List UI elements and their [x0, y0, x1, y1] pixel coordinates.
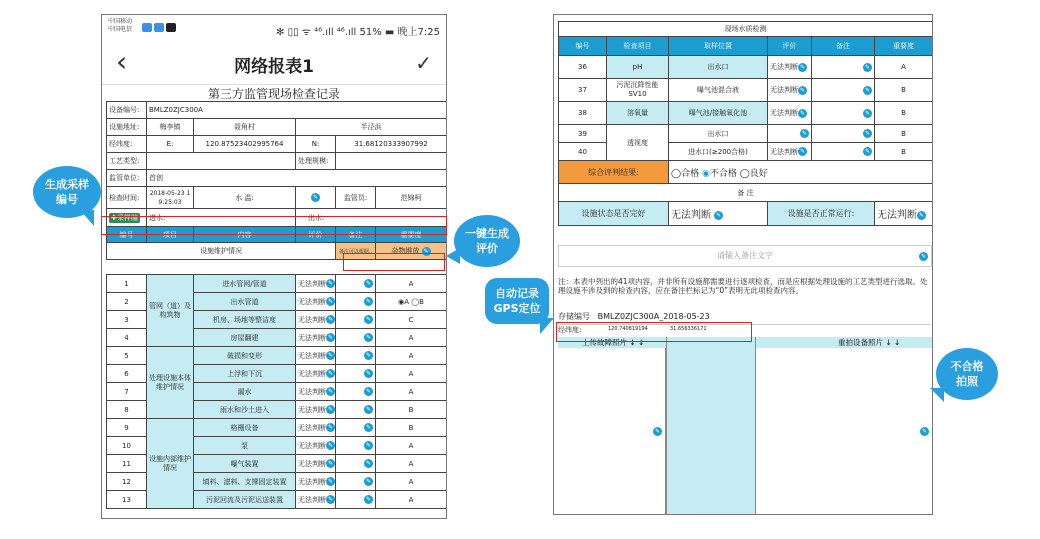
edit-icon[interactable]: ✎	[365, 478, 372, 485]
row-importance: C	[376, 311, 447, 329]
row-content: 填料、滤料、支撑固定装置	[194, 473, 296, 491]
notification-icon	[142, 23, 152, 32]
outlet-field[interactable]: 出水:	[296, 209, 447, 227]
edit-icon[interactable]: ✎	[864, 148, 871, 155]
row-eval-cell[interactable]	[296, 347, 336, 365]
edit-icon[interactable]: ✎	[654, 428, 661, 435]
unit-value: 首创	[147, 170, 447, 187]
row-importance: A	[376, 491, 447, 509]
col-header: 编号	[107, 227, 147, 243]
edit-icon[interactable]: ✎	[327, 298, 334, 305]
row-importance: B	[376, 419, 447, 437]
reshoot-button[interactable]: 重拍设备照片 ↓ ↓	[838, 338, 901, 347]
row-loc: 曝气池混合液	[669, 79, 768, 102]
callout-text: 自动记录GPS定位	[493, 287, 541, 315]
col-header: 项目	[147, 227, 194, 243]
edit-icon[interactable]: ✎	[920, 253, 927, 260]
row-loc: 出水口	[669, 56, 768, 79]
row-note-cell[interactable]	[336, 293, 376, 311]
row-content: 破损和变形	[194, 347, 296, 365]
back-button[interactable]: ‹	[116, 45, 128, 78]
row-eval: 无法判断	[770, 147, 798, 156]
edit-icon[interactable]: ✎	[799, 86, 806, 94]
col-header: 取样位置	[669, 37, 768, 56]
table-row	[107, 347, 447, 365]
row-importance: A	[376, 383, 447, 401]
coord-label: 经纬度:	[558, 326, 582, 334]
row-content: 泵	[194, 437, 296, 455]
fault-photo-area[interactable]	[558, 348, 666, 514]
row-no: 37	[559, 79, 607, 102]
row-no: 40	[559, 143, 607, 161]
n-value: 31.68120333907992	[336, 136, 447, 153]
row-eval: 无法判断	[298, 369, 326, 378]
row-content: 机房、场地等整洁度	[194, 311, 296, 329]
device-photo-area[interactable]	[756, 348, 932, 514]
edit-icon[interactable]: ✎	[327, 334, 334, 341]
row-eval: 无法判断	[298, 423, 326, 432]
nav-bar	[102, 47, 446, 85]
row-content: 进水管网/管道	[194, 275, 296, 293]
village-field[interactable]: 聂角村	[194, 119, 296, 136]
row-note-cell[interactable]	[336, 347, 376, 365]
col-header: 评价	[296, 227, 336, 243]
edit-icon[interactable]: ✎	[365, 280, 372, 287]
row-importance: A	[376, 437, 447, 455]
row-eval-cell[interactable]	[296, 383, 336, 401]
photo-placeholder	[666, 337, 756, 514]
edit-icon[interactable]: ✎	[365, 442, 372, 449]
row-no: 9	[107, 419, 147, 437]
row-no: 7	[107, 383, 147, 401]
edit-icon[interactable]: ✎	[327, 316, 334, 323]
edit-icon[interactable]: ✎	[423, 247, 429, 255]
row-eval: 无法判断	[770, 63, 798, 71]
edit-icon[interactable]: ✎	[365, 424, 372, 431]
row-note-cell[interactable]	[336, 419, 376, 437]
edit-icon[interactable]: ✎	[365, 352, 372, 359]
supervisor-label: 监管员:	[336, 187, 376, 209]
table-row	[559, 102, 933, 125]
edit-icon[interactable]: ✎	[327, 352, 334, 359]
row-no: 3	[107, 311, 147, 329]
row-no: 36	[559, 56, 607, 79]
edit-icon[interactable]: ✎	[365, 460, 372, 467]
row-item: 溶氧量	[607, 102, 669, 125]
row-no: 8	[107, 401, 147, 419]
edit-icon[interactable]: ✎	[365, 496, 372, 503]
time-value: 2018-05-23 1 9:25:03	[147, 187, 194, 209]
highlight-remark-cell	[343, 253, 445, 271]
callout-photo	[936, 348, 998, 400]
confirm-button[interactable]: ✓	[415, 51, 432, 75]
row-note-cell[interactable]	[336, 383, 376, 401]
e-label: E:	[147, 136, 194, 153]
callout-text: 不合格拍照	[950, 360, 984, 388]
overall-radio-group[interactable]: ◯合格 ◉不合格 ◯良好	[669, 161, 933, 184]
time-label: 检查时间:	[107, 187, 147, 209]
store-label: 存储编号	[558, 312, 590, 321]
water-quality-table	[558, 21, 933, 226]
edit-icon[interactable]: ✎	[801, 130, 808, 137]
row-eval: 无法判断	[298, 441, 326, 450]
row-eval-cell[interactable]	[296, 491, 336, 509]
row-eval: 无法判断	[298, 315, 326, 324]
e-value: 120.87523402995764	[194, 136, 296, 153]
row-importance: B	[875, 143, 933, 161]
row-no: 2	[107, 293, 147, 311]
edit-icon[interactable]: ✎	[327, 478, 334, 485]
row-importance: B	[875, 79, 933, 102]
row-item: 污泥沉降性能SV10	[607, 79, 669, 102]
carrier-1: 中国移动	[108, 18, 133, 25]
row-importance: A	[376, 329, 447, 347]
table-row	[559, 79, 933, 102]
highlight-gps-row	[556, 322, 752, 342]
col-header: 备注	[812, 37, 875, 56]
edit-icon[interactable]: ✎	[365, 406, 372, 413]
status-value[interactable]: 无法判断	[671, 210, 711, 221]
row-item: 透视度	[607, 125, 669, 161]
row-eval-cell[interactable]	[296, 293, 336, 311]
upload-fault-button[interactable]: 上传故障照片 ↓ ↓	[582, 338, 645, 347]
process-label: 工艺类型:	[107, 153, 147, 170]
row-note-cell[interactable]	[336, 437, 376, 455]
running-label: 设施是否正常运行:	[768, 202, 875, 226]
supervisor-value: 范锦柯	[376, 187, 447, 209]
row-content: 漏水	[194, 383, 296, 401]
running-value[interactable]: 无法判断	[877, 210, 917, 221]
row-note-cell[interactable]	[336, 275, 376, 293]
radio-qualified[interactable]: 合格	[681, 168, 700, 179]
row-eval: 无法判断	[298, 495, 326, 504]
coord-label: 经纬度:	[107, 136, 147, 153]
row-eval: 无法判断	[298, 387, 326, 396]
store-value: BMLZ0ZJC300A_2018-05-23	[597, 312, 710, 321]
col-header: 评价	[768, 37, 812, 56]
edit-icon[interactable]: ✎	[864, 86, 871, 94]
row-no: 39	[559, 125, 607, 143]
water-temp-label: 水 温:	[194, 187, 296, 209]
page-title: 网络报表1	[234, 57, 314, 77]
plus-icon: ✚	[111, 213, 117, 222]
row-note-cell[interactable]	[336, 329, 376, 347]
row-no: 4	[107, 329, 147, 347]
row-no: 10	[107, 437, 147, 455]
row-importance: ◉A ◯B	[376, 293, 447, 311]
row-importance: B	[376, 401, 447, 419]
row-no: 5	[107, 347, 147, 365]
row-importance: B	[875, 102, 933, 125]
status-label: 设施状态是否完好	[559, 202, 669, 226]
edit-icon[interactable]: ✎	[864, 109, 871, 117]
info-table	[106, 101, 447, 260]
edit-icon[interactable]: ✎	[864, 130, 871, 137]
row-note-cell[interactable]	[336, 311, 376, 329]
col-header: 编号	[559, 37, 607, 56]
row-eval-cell[interactable]	[296, 329, 336, 347]
row-importance: A	[376, 365, 447, 383]
row-loc: 进水口(≥200合格)	[669, 143, 768, 161]
row-eval: 无法判断	[298, 333, 326, 342]
col-header: 重要度	[376, 227, 447, 243]
row-group: 管网（道）及构筑物	[147, 275, 194, 347]
edit-icon[interactable]: ✎	[327, 370, 334, 377]
edit-icon[interactable]: ✎	[327, 406, 334, 413]
col-header: 内容	[194, 227, 296, 243]
process-field[interactable]	[147, 153, 296, 170]
row-eval-cell[interactable]	[296, 437, 336, 455]
row-importance: A	[875, 56, 933, 79]
edit-icon[interactable]: ✎	[918, 211, 925, 219]
callout-text: 生成采样编号	[45, 178, 89, 206]
edit-icon[interactable]: ✎	[799, 109, 806, 117]
callout-pointer	[446, 248, 460, 264]
row-content: 格栅设备	[194, 419, 296, 437]
row-loc: 出水口	[669, 125, 768, 143]
notification-icon	[154, 23, 164, 32]
row-loc: 曝气池/接触氧化池	[669, 102, 768, 125]
edit-icon[interactable]: ✎	[365, 316, 372, 323]
row-item: pH	[607, 56, 669, 79]
note-text: 注：本表中列出的41项内容，并非所有设施都需要进行逐项检查，而是应根据处理设施的工艺类型进行选取。处理设施不涉及到的检查内容，应在备注栏标记为“0”表明无此项检查内容。	[558, 277, 928, 295]
address-label: 设施地址:	[107, 119, 147, 136]
edit-icon[interactable]: ✎	[365, 388, 372, 395]
form-title: 第三方监管现场检查记录	[207, 87, 340, 101]
device-no-value: BMLZ0ZJC300A	[147, 102, 447, 119]
section-title: 设施维护情况	[107, 243, 336, 260]
row-eval: 无法判断	[298, 405, 326, 414]
notification-icon	[166, 23, 176, 32]
edit-icon[interactable]: ✎	[799, 63, 806, 71]
row-no: 12	[107, 473, 147, 491]
row-no: 38	[559, 102, 607, 125]
scale-field[interactable]	[336, 153, 447, 170]
row-eval: 无法判断	[770, 109, 798, 117]
edit-icon[interactable]: ✎	[327, 424, 334, 431]
edit-icon[interactable]: ✎	[327, 388, 334, 395]
radio-good[interactable]: 良好	[749, 168, 768, 179]
row-importance: A	[376, 473, 447, 491]
row-eval-cell[interactable]	[296, 473, 336, 491]
callout-pointer	[540, 318, 554, 334]
remark-input[interactable]	[558, 245, 932, 267]
row-note-cell[interactable]	[336, 491, 376, 509]
sample-no-label: 采样编	[116, 213, 138, 222]
row-eval: 无法判断	[770, 86, 798, 94]
callout-text: 一键生成评价	[465, 227, 509, 255]
row-eval-cell[interactable]	[296, 419, 336, 437]
edit-icon[interactable]: ✎	[716, 211, 722, 219]
row-group: 处理设施本体维护情况	[147, 347, 194, 419]
table-row	[559, 125, 933, 143]
status-bar	[102, 15, 446, 43]
maintenance-table	[106, 274, 447, 509]
row-content: 出水管道	[194, 293, 296, 311]
table-row	[559, 56, 933, 79]
row-importance: A	[376, 275, 447, 293]
edit-icon[interactable]: ✎	[327, 442, 334, 449]
unit-label: 监管单位:	[107, 170, 147, 187]
row-eval-cell[interactable]	[296, 401, 336, 419]
col-header: 重要度	[875, 37, 933, 56]
row-note-cell[interactable]	[336, 473, 376, 491]
overall-label: 综合评判结果:	[559, 161, 669, 184]
row-eval-cell[interactable]	[296, 275, 336, 293]
row-importance: A	[376, 347, 447, 365]
edit-icon[interactable]: ✎	[799, 148, 806, 155]
col-header: 备注	[336, 227, 376, 243]
town-field[interactable]: 梅李镇	[147, 119, 194, 136]
row-note-cell[interactable]	[336, 365, 376, 383]
callout-pointer	[930, 388, 944, 402]
edit-icon[interactable]: ✎	[864, 63, 871, 71]
remark-label: 备 注	[559, 184, 933, 202]
row-eval: 无法判断	[298, 459, 326, 468]
row-content: 曝气装置	[194, 455, 296, 473]
row-eval: 无法判断	[298, 279, 326, 288]
edit-icon[interactable]: ✎	[365, 298, 372, 305]
table-row	[107, 275, 447, 293]
row-eval-cell[interactable]	[296, 365, 336, 383]
row-eval: 无法判断	[298, 351, 326, 360]
edit-icon[interactable]: ✎	[312, 194, 319, 201]
row-no: 11	[107, 455, 147, 473]
row-content: 房屋翻建	[194, 329, 296, 347]
edit-icon[interactable]: ✎	[921, 428, 928, 435]
row-content: 雨水和沙土进入	[194, 401, 296, 419]
remark-placeholder: 请输入备注文字	[717, 251, 773, 260]
row-note-cell[interactable]	[336, 401, 376, 419]
row-eval: 无法判断	[298, 297, 326, 306]
highlight-sample-row	[101, 213, 447, 235]
river-field[interactable]: 半泾浜	[296, 119, 447, 136]
note-fill: 杂物堆放	[391, 247, 420, 255]
status-right: ✻ ▯▯ ᯤ ⁴⁶.ıll ⁴⁶.ıll 51% ▬ 晚上7:25	[276, 27, 440, 38]
scale-label: 处理规模:	[296, 153, 336, 170]
carrier-2: 中国电信	[108, 26, 133, 33]
edit-icon[interactable]: ✎	[327, 460, 334, 467]
row-importance: A	[376, 455, 447, 473]
row-content: 污泥回流及污泥运送装置	[194, 491, 296, 509]
row-no: 6	[107, 365, 147, 383]
store-row	[558, 311, 710, 322]
edit-icon[interactable]: ✎	[365, 334, 372, 341]
callout-eval	[454, 215, 520, 267]
inlet-field[interactable]: 进水:	[147, 209, 296, 227]
device-no-label: 设备编号:	[107, 102, 147, 119]
section-title: 现场水质检测	[559, 22, 933, 37]
row-no: 1	[107, 275, 147, 293]
edit-icon[interactable]: ✎	[327, 280, 334, 287]
row-no: 13	[107, 491, 147, 509]
coord-e: 120.740819194	[608, 326, 648, 332]
row-eval: 无法判断	[298, 477, 326, 486]
right-phone-screen	[553, 14, 933, 515]
row-content: 上浮和下沉	[194, 365, 296, 383]
row-importance: B	[875, 125, 933, 143]
radio-unqualified[interactable]: 不合格	[709, 168, 737, 179]
table-row	[107, 419, 447, 437]
edit-icon[interactable]: ✎	[365, 370, 372, 377]
row-group: 设施内部维护情况	[147, 419, 194, 509]
edit-icon[interactable]: ✎	[327, 496, 334, 503]
callout-pointer	[80, 210, 94, 226]
coord-n: 31.656336171	[670, 326, 707, 332]
n-label: N:	[296, 136, 336, 153]
note-hint: 备注可以根据..	[336, 243, 376, 260]
row-note-cell[interactable]	[336, 455, 376, 473]
col-header: 检查项目	[607, 37, 669, 56]
row-eval-cell[interactable]	[296, 311, 336, 329]
row-eval-cell[interactable]	[296, 455, 336, 473]
